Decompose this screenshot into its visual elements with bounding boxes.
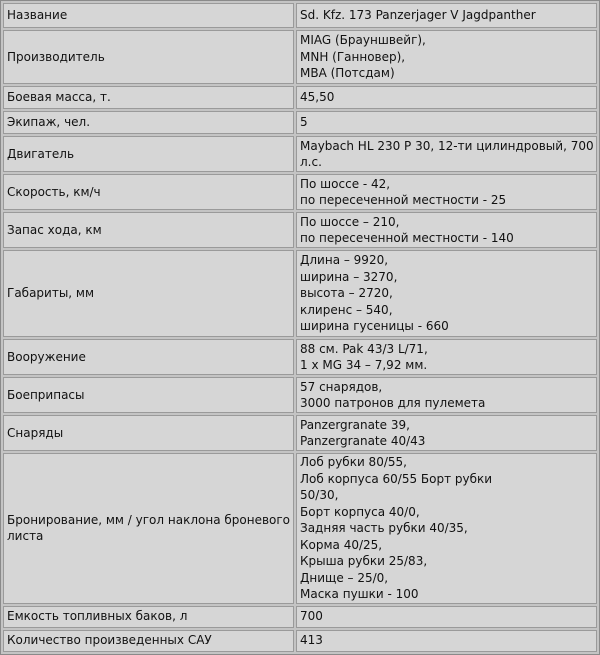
row-value: 413: [296, 630, 597, 652]
row-label: Скорость, км/ч: [3, 174, 294, 210]
row-value: Sd. Kfz. 173 Panzerjager V Jagdpanther: [296, 3, 597, 28]
row-label: Боеприпасы: [3, 377, 294, 413]
row-label: Количество произведенных САУ: [3, 630, 294, 652]
table-row: [3, 630, 597, 652]
table-row: [3, 174, 597, 210]
row-label: Производитель: [3, 30, 294, 84]
table-row: [3, 30, 597, 84]
row-value: 88 см. Pak 43/3 L/71, 1 х MG 34 – 7,92 мм.: [296, 339, 597, 375]
row-label: Запас хода, км: [3, 212, 294, 248]
table-row: [3, 415, 597, 451]
row-value: 45,50: [296, 86, 597, 109]
table-row: [3, 86, 597, 109]
table-row: [3, 136, 597, 172]
row-value: По шоссе - 42, по пересеченной местности - 25: [296, 174, 597, 210]
row-label: Снаряды: [3, 415, 294, 451]
row-value: Длина – 9920, ширина – 3270, высота – 2720, клиренс – 540, ширина гусеницы - 660: [296, 250, 597, 337]
row-value: Maybach HL 230 P 30, 12-ти цилиндровый, 700 л.с.: [296, 136, 597, 172]
row-value: 700: [296, 606, 597, 628]
row-label: Боевая масса, т.: [3, 86, 294, 109]
row-value: 57 снарядов, 3000 патронов для пулемета: [296, 377, 597, 413]
table-row: [3, 212, 597, 248]
row-label: Емкость топливных баков, л: [3, 606, 294, 628]
row-value: По шоссе – 210, по пересеченной местности - 140: [296, 212, 597, 248]
row-label: Вооружение: [3, 339, 294, 375]
row-value: Лоб рубки 80/55, Лоб корпуса 60/55 Борт рубки 50/30, Борт корпуса 40/0, Задняя часть рубки 40/35, Корма 40/25, Крыша рубки 25/83, Днище – 25/0, Маска пушки - 100: [296, 453, 597, 604]
row-value: 5: [296, 111, 597, 134]
row-label: Название: [3, 3, 294, 28]
table-row: [3, 3, 597, 28]
row-label: Габариты, мм: [3, 250, 294, 337]
table-row: [3, 250, 597, 337]
table-row: [3, 339, 597, 375]
row-value: Panzergranate 39, Panzergranate 40/43: [296, 415, 597, 451]
table-row: [3, 606, 597, 628]
row-value: MIAG (Брауншвейг), MNH (Ганновер), MBA (Потсдам): [296, 30, 597, 84]
table-row: [3, 453, 597, 604]
row-label: Бронирование, мм / угол наклона броневого листа: [3, 453, 294, 604]
table-row: [3, 111, 597, 134]
row-label: Двигатель: [3, 136, 294, 172]
table-row: [3, 377, 597, 413]
row-label: Экипаж, чел.: [3, 111, 294, 134]
